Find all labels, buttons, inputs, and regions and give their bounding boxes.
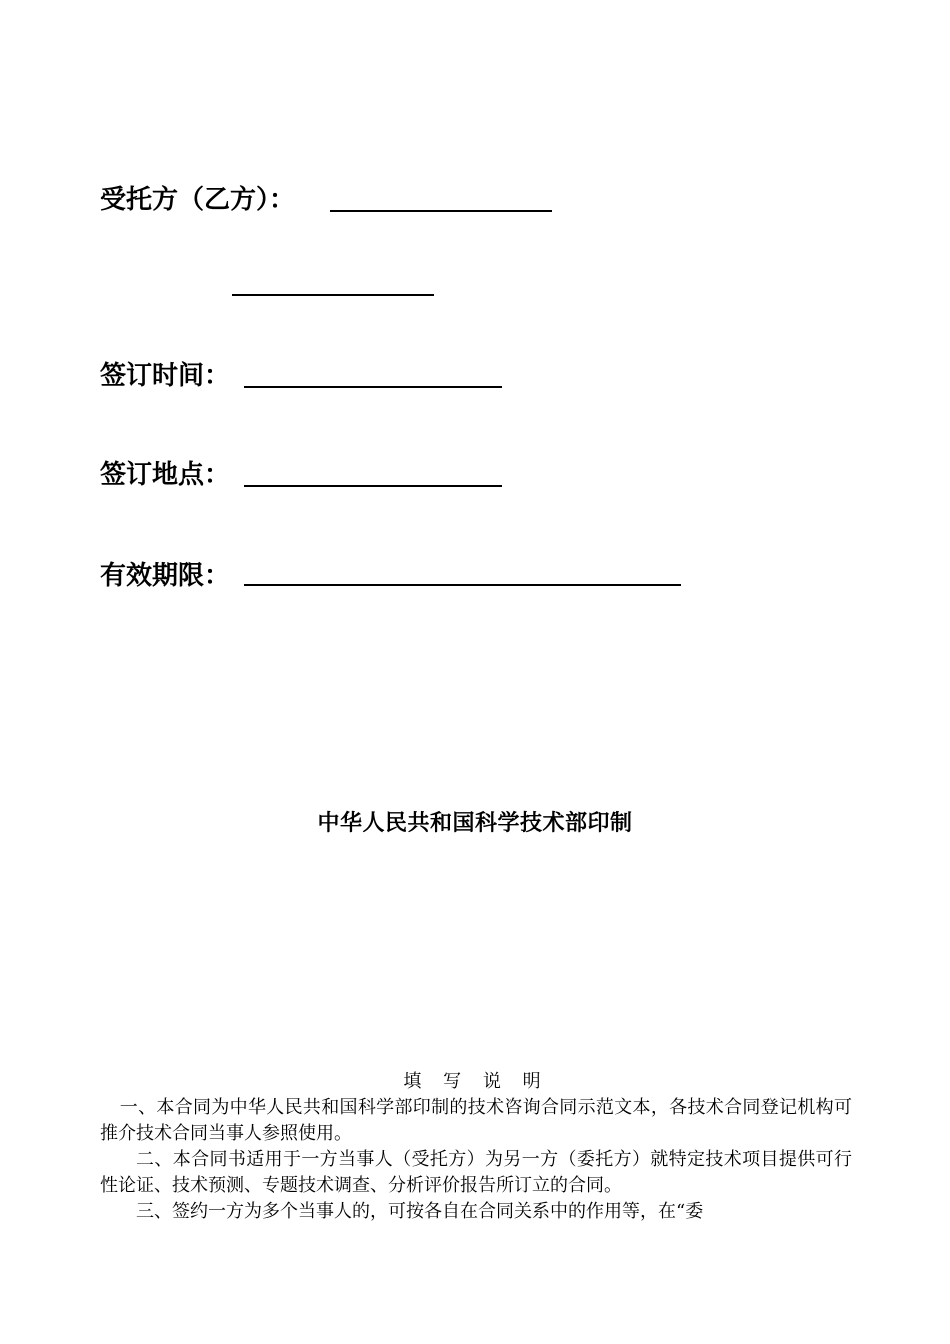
signing-time-label: 签订时间： [100,361,231,391]
instructions-title: 填 写 说 明 [403,1071,549,1092]
validity-period-field [100,552,230,592]
filling-instructions [100,1069,852,1225]
instructions-paragraph-2: 二、本合同书适用于一方当事人（受托方）为另一方（委托方）就特定技术项目提供可行性论证、技术预测、专题技术调查、分析评价报告所订立的合同。 [100,1149,852,1196]
signing-place-label: 签订地点： [100,460,231,490]
signing-place-field [100,451,230,491]
publisher-line: 中华人民共和国科学技术部印制 [317,811,633,836]
entrusted-party-blank-line [330,210,552,212]
signing-time-blank-line [244,386,502,388]
validity-period-blank-line [244,584,681,586]
signing-time-field [100,352,230,392]
instructions-paragraph-1: 一、本合同为中华人民共和国科学部印制的技术咨询合同示范文本，各技术合同登记机构可推介技术合同当事人参照使用。 [100,1097,852,1144]
entrusted-party-second-blank-line [232,294,434,296]
entrusted-party-label: 受托方（乙方）： [100,185,296,215]
instructions-paragraph-3: 三、签约一方为多个当事人的，可按各自在合同关系中的作用等，在“委 [136,1201,704,1222]
validity-period-label: 有效期限： [100,561,231,591]
entrusted-party-field [100,176,295,216]
signing-place-blank-line [244,485,502,487]
